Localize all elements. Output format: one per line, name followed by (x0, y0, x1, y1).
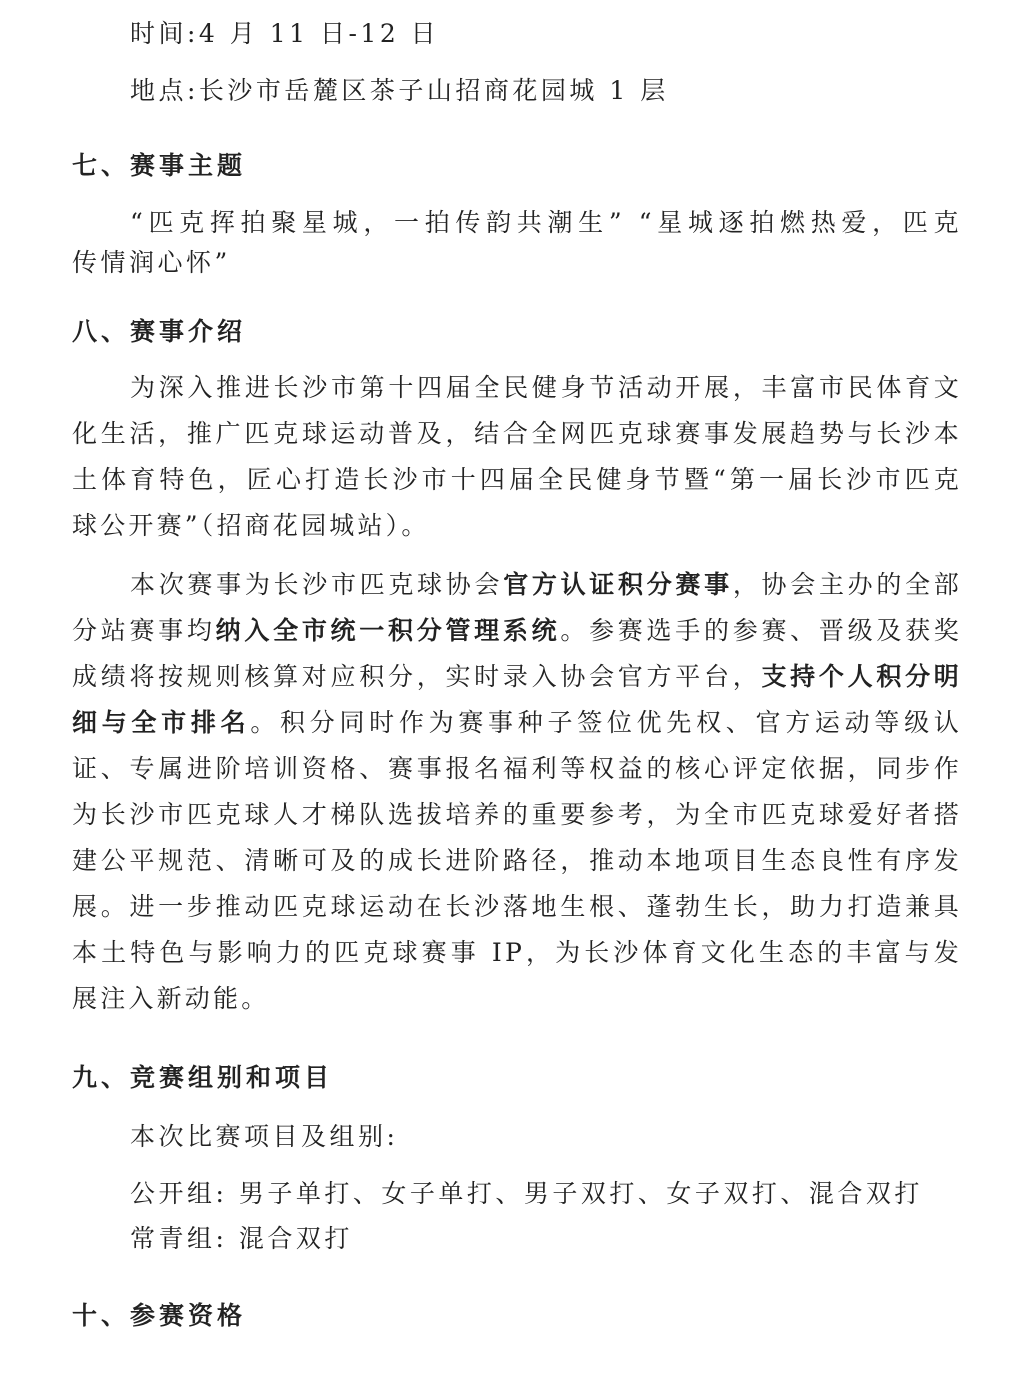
time-line: 时间:4 月 11 日-12 日 (130, 19, 440, 48)
venue-line: 地点:长沙市岳麓区茶子山招商花园城 1 层 (130, 76, 669, 105)
para2-text-1: 本次赛事为长沙市匹克球协会 (130, 570, 504, 599)
theme-line-2: 传情润心怀” (72, 248, 231, 277)
para2-text-3: 。参赛选手的参赛、晋级及获奖成绩将按规则核算对应积分，实时录入协会官方平台， (72, 616, 962, 691)
intro-paragraph-2 (72, 562, 962, 1022)
section-7-heading: 七、赛事主题 (72, 151, 247, 180)
section-10-heading: 十、参赛资格 (72, 1301, 247, 1330)
para2-bold-3: 支持个人积分明细与全市排名 (72, 662, 962, 737)
events-intro: 本次比赛项目及组别: (130, 1122, 399, 1151)
para2-text-2: ，协会主办的全部分站赛事均 (72, 570, 962, 645)
senior-group-line: 常青组: 混合双打 (130, 1224, 353, 1253)
open-group-line: 公开组: 男子单打、女子单打、男子双打、女子双打、混合双打 (130, 1179, 923, 1208)
intro-paragraph-1: 为深入推进长沙市第十四届全民健身节活动开展，丰富市民体育文化生活，推广匹克球运动普及，结合全网匹克球赛事发展趋势与长沙本土体育特色，匠心打造长沙市十四届全民健身节暨“第一届长沙市匹克球公开赛”（招商花园城站）。 (72, 373, 962, 540)
section-9-heading: 九、竞赛组别和项目 (72, 1063, 334, 1092)
theme-line-1: “匹克挥拍聚星城，一拍传韵共潮生” “星城逐拍燃热爱，匹克 (130, 208, 962, 237)
para2-text-4: 。积分同时作为赛事种子签位优先权、官方运动等级认证、专属进阶培训资格、赛事报名福利等权益的核心评定依据，同步作为长沙市匹克球人才梯队选拔培养的重要参考，为全市匹克球爱好者搭建公平规范、清晰可及的成长进阶路径，推动本地项目生态良性有序发展。进一步推动匹克球运动在长沙落地生根、蓬勃生长，助力打造兼具本土特色与影响力的匹克球赛事 IP，为长沙体育文化生态的丰富与发展注入新动能。 (72, 708, 962, 1013)
section-8-heading: 八、赛事介绍 (72, 317, 247, 346)
para2-bold-2: 纳入全市统一积分管理系统 (215, 616, 561, 645)
para2-bold-1: 官方认证积分赛事 (503, 570, 733, 599)
